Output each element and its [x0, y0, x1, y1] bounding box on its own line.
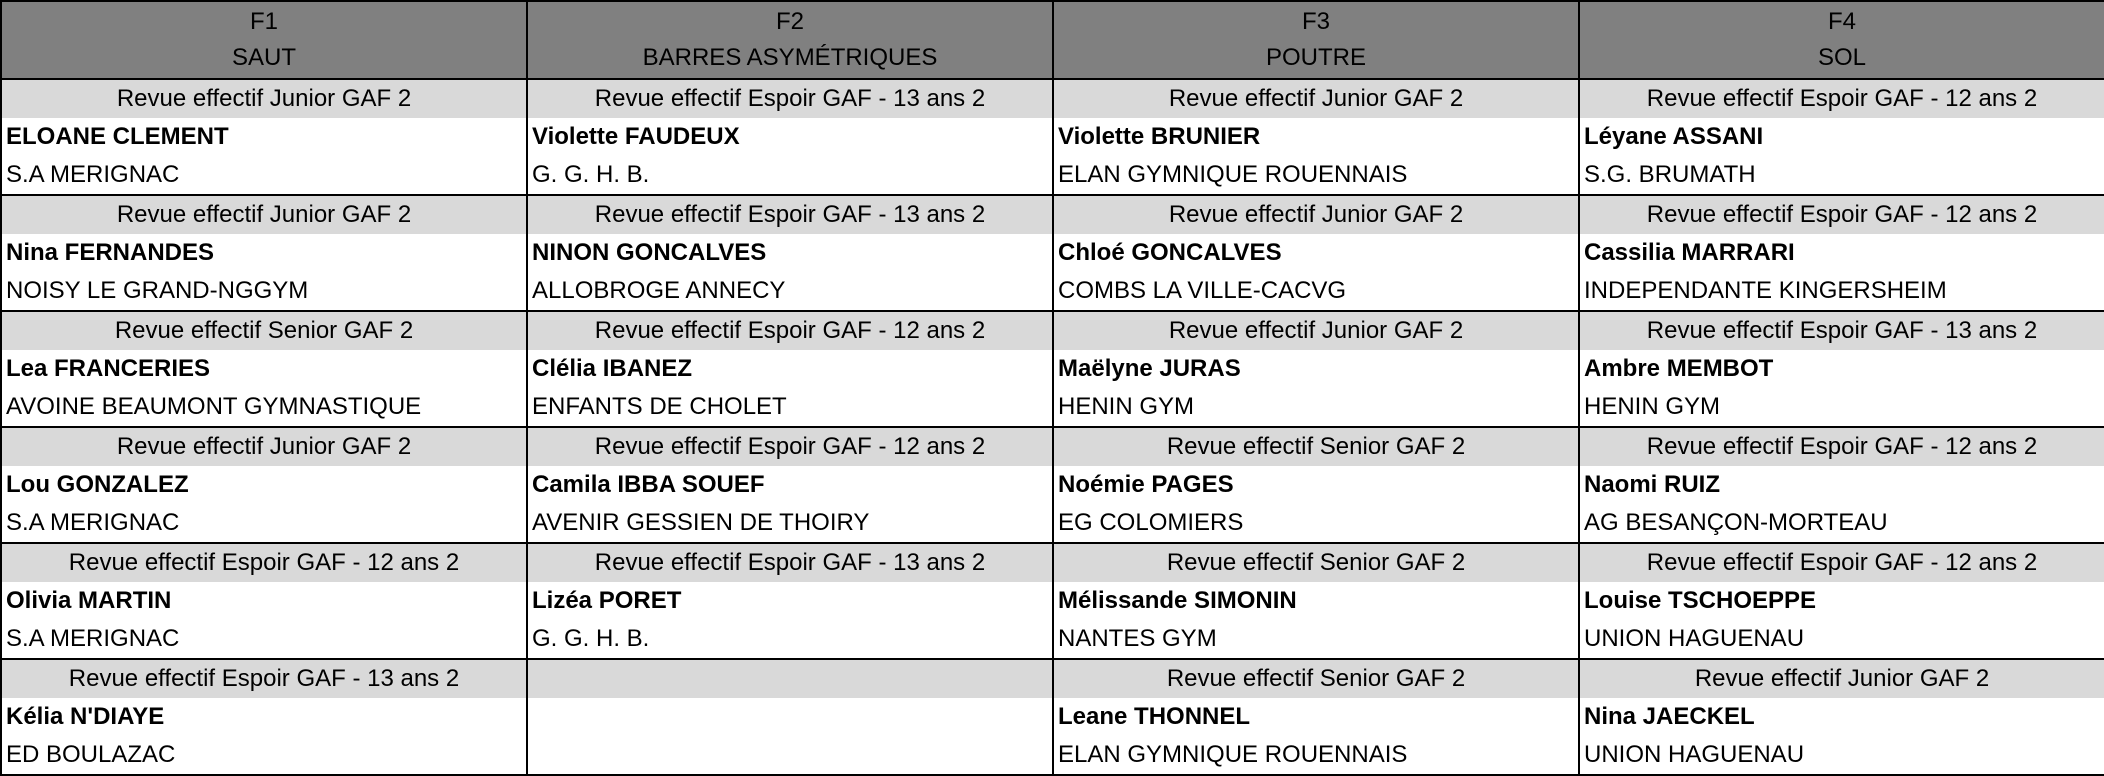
category-label	[528, 660, 1052, 698]
column-code: F2	[775, 8, 804, 35]
gymnast-name: Louise TSCHOEPPE	[1584, 587, 1817, 614]
category-label: Revue effectif Senior GAF 2	[1054, 428, 1578, 466]
gymnast-cell	[1579, 311, 2104, 427]
gymnast-name: NINON GONCALVES	[532, 239, 767, 266]
gymnast-cell	[1, 543, 527, 659]
club-name: ELAN GYMNIQUE ROUENNAIS	[1058, 161, 1408, 188]
gymnast-cell	[527, 79, 1053, 195]
gymnast-cell	[527, 195, 1053, 311]
club-name: AG BESANÇON-MORTEAU	[1584, 509, 1888, 536]
gymnast-cell	[1579, 659, 2104, 775]
gymnast-cell	[527, 659, 1053, 775]
club-name: AVENIR GESSIEN DE THOIRY	[532, 509, 870, 536]
club-name: ELAN GYMNIQUE ROUENNAIS	[1058, 741, 1408, 768]
category-label: Revue effectif Junior GAF 2	[1054, 312, 1578, 350]
gymnast-name: Cassilia MARRARI	[1584, 239, 1795, 266]
gymnast-cell	[1579, 79, 2104, 195]
category-label: Revue effectif Espoir GAF - 12 ans 2	[1580, 544, 2104, 582]
gymnast-name: Camila IBBA SOUEF	[532, 471, 765, 498]
club-name: S.A MERIGNAC	[6, 161, 180, 188]
table-row	[1, 659, 2104, 775]
table-row	[1, 311, 2104, 427]
table-row	[1, 427, 2104, 543]
gymnast-name: Nina JAECKEL	[1584, 703, 1755, 730]
column-code: F4	[1827, 8, 1856, 35]
club-name: INDEPENDANTE KINGERSHEIM	[1584, 277, 1947, 304]
gymnast-cell	[1579, 427, 2104, 543]
club-name: COMBS LA VILLE-CACVG	[1058, 277, 1347, 304]
gymnast-cell	[1579, 195, 2104, 311]
table-row	[1, 195, 2104, 311]
gymnast-cell	[1053, 195, 1579, 311]
club-name: HENIN GYM	[1058, 393, 1195, 420]
gymnast-name: Ambre MEMBOT	[1584, 355, 1774, 382]
category-label: Revue effectif Espoir GAF - 13 ans 2	[528, 80, 1052, 118]
category-label: Revue effectif Junior GAF 2	[1054, 196, 1578, 234]
gymnast-cell	[1, 195, 527, 311]
club-name: S.A MERIGNAC	[6, 625, 180, 652]
category-label: Revue effectif Junior GAF 2	[1054, 80, 1578, 118]
category-label: Revue effectif Junior GAF 2	[2, 196, 526, 234]
club-name: S.A MERIGNAC	[6, 509, 180, 536]
category-label: Revue effectif Espoir GAF - 13 ans 2	[528, 196, 1052, 234]
column-header-f2	[527, 1, 1053, 79]
gymnast-name: Chloé GONCALVES	[1058, 239, 1282, 266]
column-apparatus: SOL	[1817, 44, 1867, 71]
table-row	[1, 79, 2104, 195]
club-name: NANTES GYM	[1058, 625, 1217, 652]
gymnast-name: Noémie PAGES	[1058, 471, 1234, 498]
gymnast-cell	[527, 311, 1053, 427]
gymnast-cell	[527, 427, 1053, 543]
gymnast-name: Lizéa PORET	[532, 587, 682, 614]
column-header-f3	[1053, 1, 1579, 79]
gymnast-name: Violette BRUNIER	[1058, 123, 1261, 150]
gymnast-cell	[1053, 659, 1579, 775]
category-label: Revue effectif Espoir GAF - 13 ans 2	[1580, 312, 2104, 350]
category-label: Revue effectif Senior GAF 2	[2, 312, 526, 350]
gymnast-cell	[1, 427, 527, 543]
column-header-f1	[1, 1, 527, 79]
gymnast-name: Nina FERNANDES	[6, 239, 215, 266]
gymnast-name: Naomi RUIZ	[1584, 471, 1721, 498]
club-name: EG COLOMIERS	[1058, 509, 1244, 536]
column-apparatus: BARRES ASYMÉTRIQUES	[642, 44, 938, 71]
gymnast-name: Kélia N'DIAYE	[6, 703, 165, 730]
gymnast-name: Leane THONNEL	[1058, 703, 1251, 730]
club-name	[528, 736, 1052, 774]
club-name: ENFANTS DE CHOLET	[532, 393, 787, 420]
gymnast-name: Violette FAUDEUX	[532, 123, 740, 150]
gymnast-name: Maëlyne JURAS	[1058, 355, 1241, 382]
club-name: UNION HAGUENAU	[1584, 625, 1805, 652]
gymnast-name: Léyane ASSANI	[1584, 123, 1764, 150]
category-label: Revue effectif Espoir GAF - 12 ans 2	[1580, 428, 2104, 466]
category-label: Revue effectif Espoir GAF - 12 ans 2	[2, 544, 526, 582]
gymnast-cell	[1053, 427, 1579, 543]
column-code: F1	[249, 8, 278, 35]
category-label: Revue effectif Espoir GAF - 12 ans 2	[528, 428, 1052, 466]
club-name: ALLOBROGE ANNECY	[532, 277, 786, 304]
category-label: Revue effectif Senior GAF 2	[1054, 660, 1578, 698]
gymnast-name: ELOANE CLEMENT	[6, 123, 229, 150]
column-apparatus: POUTRE	[1265, 44, 1366, 71]
category-label: Revue effectif Espoir GAF - 12 ans 2	[1580, 80, 2104, 118]
gymnast-cell	[1053, 79, 1579, 195]
gymnast-cell	[1579, 543, 2104, 659]
club-name: AVOINE BEAUMONT GYMNASTIQUE	[6, 393, 422, 420]
column-apparatus: SAUT	[231, 44, 296, 71]
column-code: F3	[1301, 8, 1330, 35]
gymnast-cell	[1, 311, 527, 427]
club-name: NOISY LE GRAND-NGGYM	[6, 277, 309, 304]
gymnast-name: Clélia IBANEZ	[532, 355, 693, 382]
club-name: G. G. H. B.	[532, 161, 650, 188]
category-label: Revue effectif Senior GAF 2	[1054, 544, 1578, 582]
gymnast-cell	[1053, 311, 1579, 427]
club-name: G. G. H. B.	[532, 625, 650, 652]
gymnast-cell	[1, 79, 527, 195]
club-name: HENIN GYM	[1584, 393, 1721, 420]
gymnast-name: Olivia MARTIN	[6, 587, 172, 614]
category-label: Revue effectif Espoir GAF - 13 ans 2	[2, 660, 526, 698]
column-header-f4	[1579, 1, 2104, 79]
category-label: Revue effectif Espoir GAF - 13 ans 2	[528, 544, 1052, 582]
gymnast-cell	[527, 543, 1053, 659]
gymnast-name: Lou GONZALEZ	[6, 471, 189, 498]
gymnast-cell	[1, 659, 527, 775]
table-row	[1, 543, 2104, 659]
club-name: UNION HAGUENAU	[1584, 741, 1805, 768]
club-name: S.G. BRUMATH	[1584, 161, 1756, 188]
club-name: ED BOULAZAC	[6, 741, 176, 768]
category-label: Revue effectif Junior GAF 2	[2, 428, 526, 466]
category-label: Revue effectif Espoir GAF - 12 ans 2	[1580, 196, 2104, 234]
category-label: Revue effectif Junior GAF 2	[1580, 660, 2104, 698]
gymnast-cell	[1053, 543, 1579, 659]
category-label: Revue effectif Espoir GAF - 12 ans 2	[528, 312, 1052, 350]
category-label: Revue effectif Junior GAF 2	[2, 80, 526, 118]
table-body	[1, 79, 2104, 775]
gymnast-name: Mélissande SIMONIN	[1058, 587, 1297, 614]
gymnast-name	[528, 698, 1052, 736]
header-row	[1, 1, 2104, 79]
gymnast-name: Lea FRANCERIES	[6, 355, 211, 382]
